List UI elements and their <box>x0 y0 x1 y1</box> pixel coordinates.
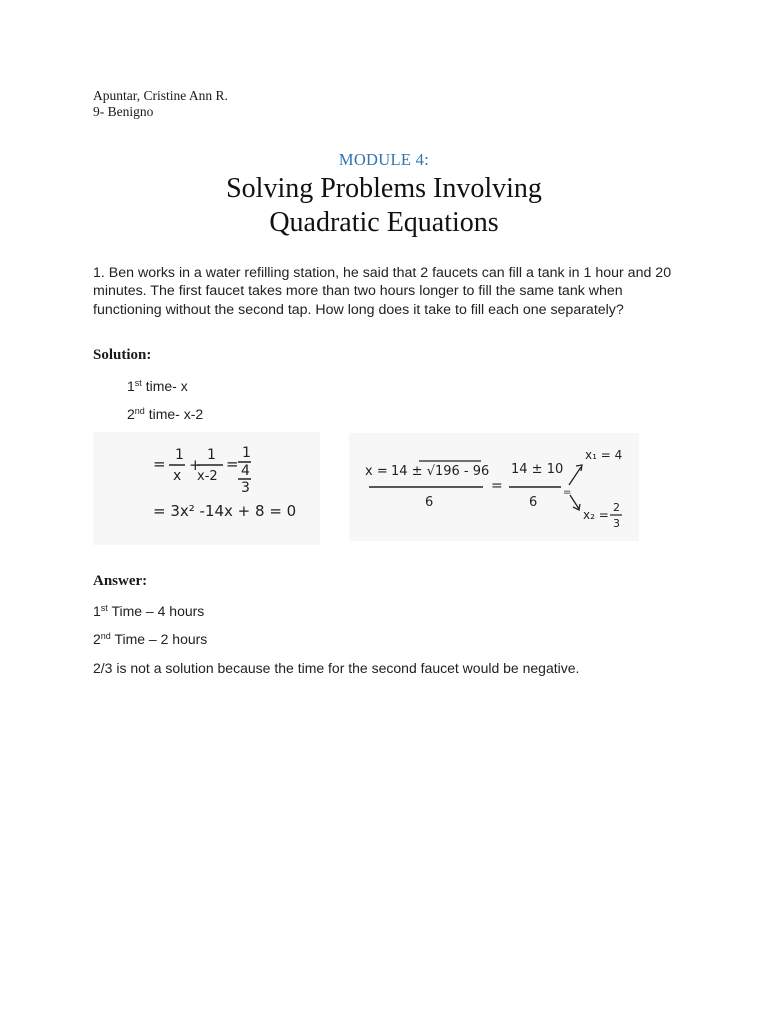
answer-explanation: 2/3 is not a solution because the time for the second faucet would be negative. <box>93 660 580 676</box>
page-title <box>0 172 768 240</box>
ordinal-suffix: st <box>100 603 108 613</box>
hw-root-x2: x₂ = <box>583 508 609 522</box>
variable-text: time- x-2 <box>144 406 204 422</box>
hw-x2-denominator: 3 <box>613 517 620 530</box>
title-line-2: Quadratic Equations <box>269 207 499 238</box>
answer-heading: Answer: <box>93 573 148 589</box>
hw-arrow-down <box>570 495 579 509</box>
ordinal-suffix: st <box>134 378 142 388</box>
ordinal-number: 1 <box>93 603 101 619</box>
hw-numerator-1: 1 <box>175 447 184 463</box>
hw-equals: = <box>226 455 239 473</box>
student-section: 9- Benigno <box>93 104 154 119</box>
ordinal-number: 2 <box>93 631 101 647</box>
hw-three: 3 <box>241 480 250 496</box>
problem-statement: 1. Ben works in a water refilling station, he said that 2 faucets can fill a tank in 1 hour and 20 minutes. The first faucet takes more than two hours longer to fill the same tank when functioning without the second tap. How long does it take to fill each one separately? <box>93 265 672 318</box>
ordinal-suffix: nd <box>100 631 111 641</box>
answer-first-time <box>93 603 204 619</box>
hw-simplified-numerator: 14 ± 10 <box>511 462 564 477</box>
hw-denominator-a: 6 <box>425 495 434 510</box>
student-header <box>93 88 228 120</box>
handwritten-quadratic-formula <box>349 433 639 541</box>
hw-plus: + <box>189 456 202 474</box>
hw-numerator-3: 1 <box>242 445 251 461</box>
ordinal-suffix: nd <box>134 406 145 416</box>
hw-equals-b: = <box>563 487 572 498</box>
variable-first-time <box>127 378 188 394</box>
handwritten-work-image-2 <box>349 433 639 541</box>
answer-text: Time – 2 hours <box>110 631 208 647</box>
hw-denominator-x: x <box>173 468 182 484</box>
hw-eq-prefix: = <box>153 455 166 473</box>
module-label: MODULE 4: <box>338 150 430 169</box>
variable-second-time <box>127 406 203 422</box>
hw-root-x1: x₁ = 4 <box>585 448 623 462</box>
ordinal-number: 2 <box>127 406 135 422</box>
hw-formula-numerator: 14 ± √196 - 96 <box>391 464 490 479</box>
handwritten-equation-setup <box>93 432 320 545</box>
ordinal-number: 1 <box>127 378 135 394</box>
hw-four: 4 <box>241 463 250 479</box>
answer-text: Time – 4 hours <box>107 603 205 619</box>
answer-second-time <box>93 631 207 647</box>
solution-heading: Solution: <box>93 347 152 363</box>
hw-denominator-b: 6 <box>529 495 538 510</box>
hw-x2-numerator: 2 <box>613 501 620 514</box>
variable-text: time- x <box>141 378 188 394</box>
hw-arrow-up <box>569 467 581 485</box>
hw-quadratic-equation: = 3x² -14x + 8 = 0 <box>153 502 297 520</box>
hw-equals-a: = <box>491 478 503 494</box>
student-name: Apuntar, Cristine Ann R. <box>93 88 228 103</box>
hw-x-equals: x = <box>365 464 388 479</box>
handwritten-work-image-1 <box>93 432 320 545</box>
hw-numerator-2: 1 <box>207 447 216 463</box>
title-line-1: Solving Problems Involving <box>226 173 542 204</box>
hw-denominator-x-2: x-2 <box>197 469 218 484</box>
